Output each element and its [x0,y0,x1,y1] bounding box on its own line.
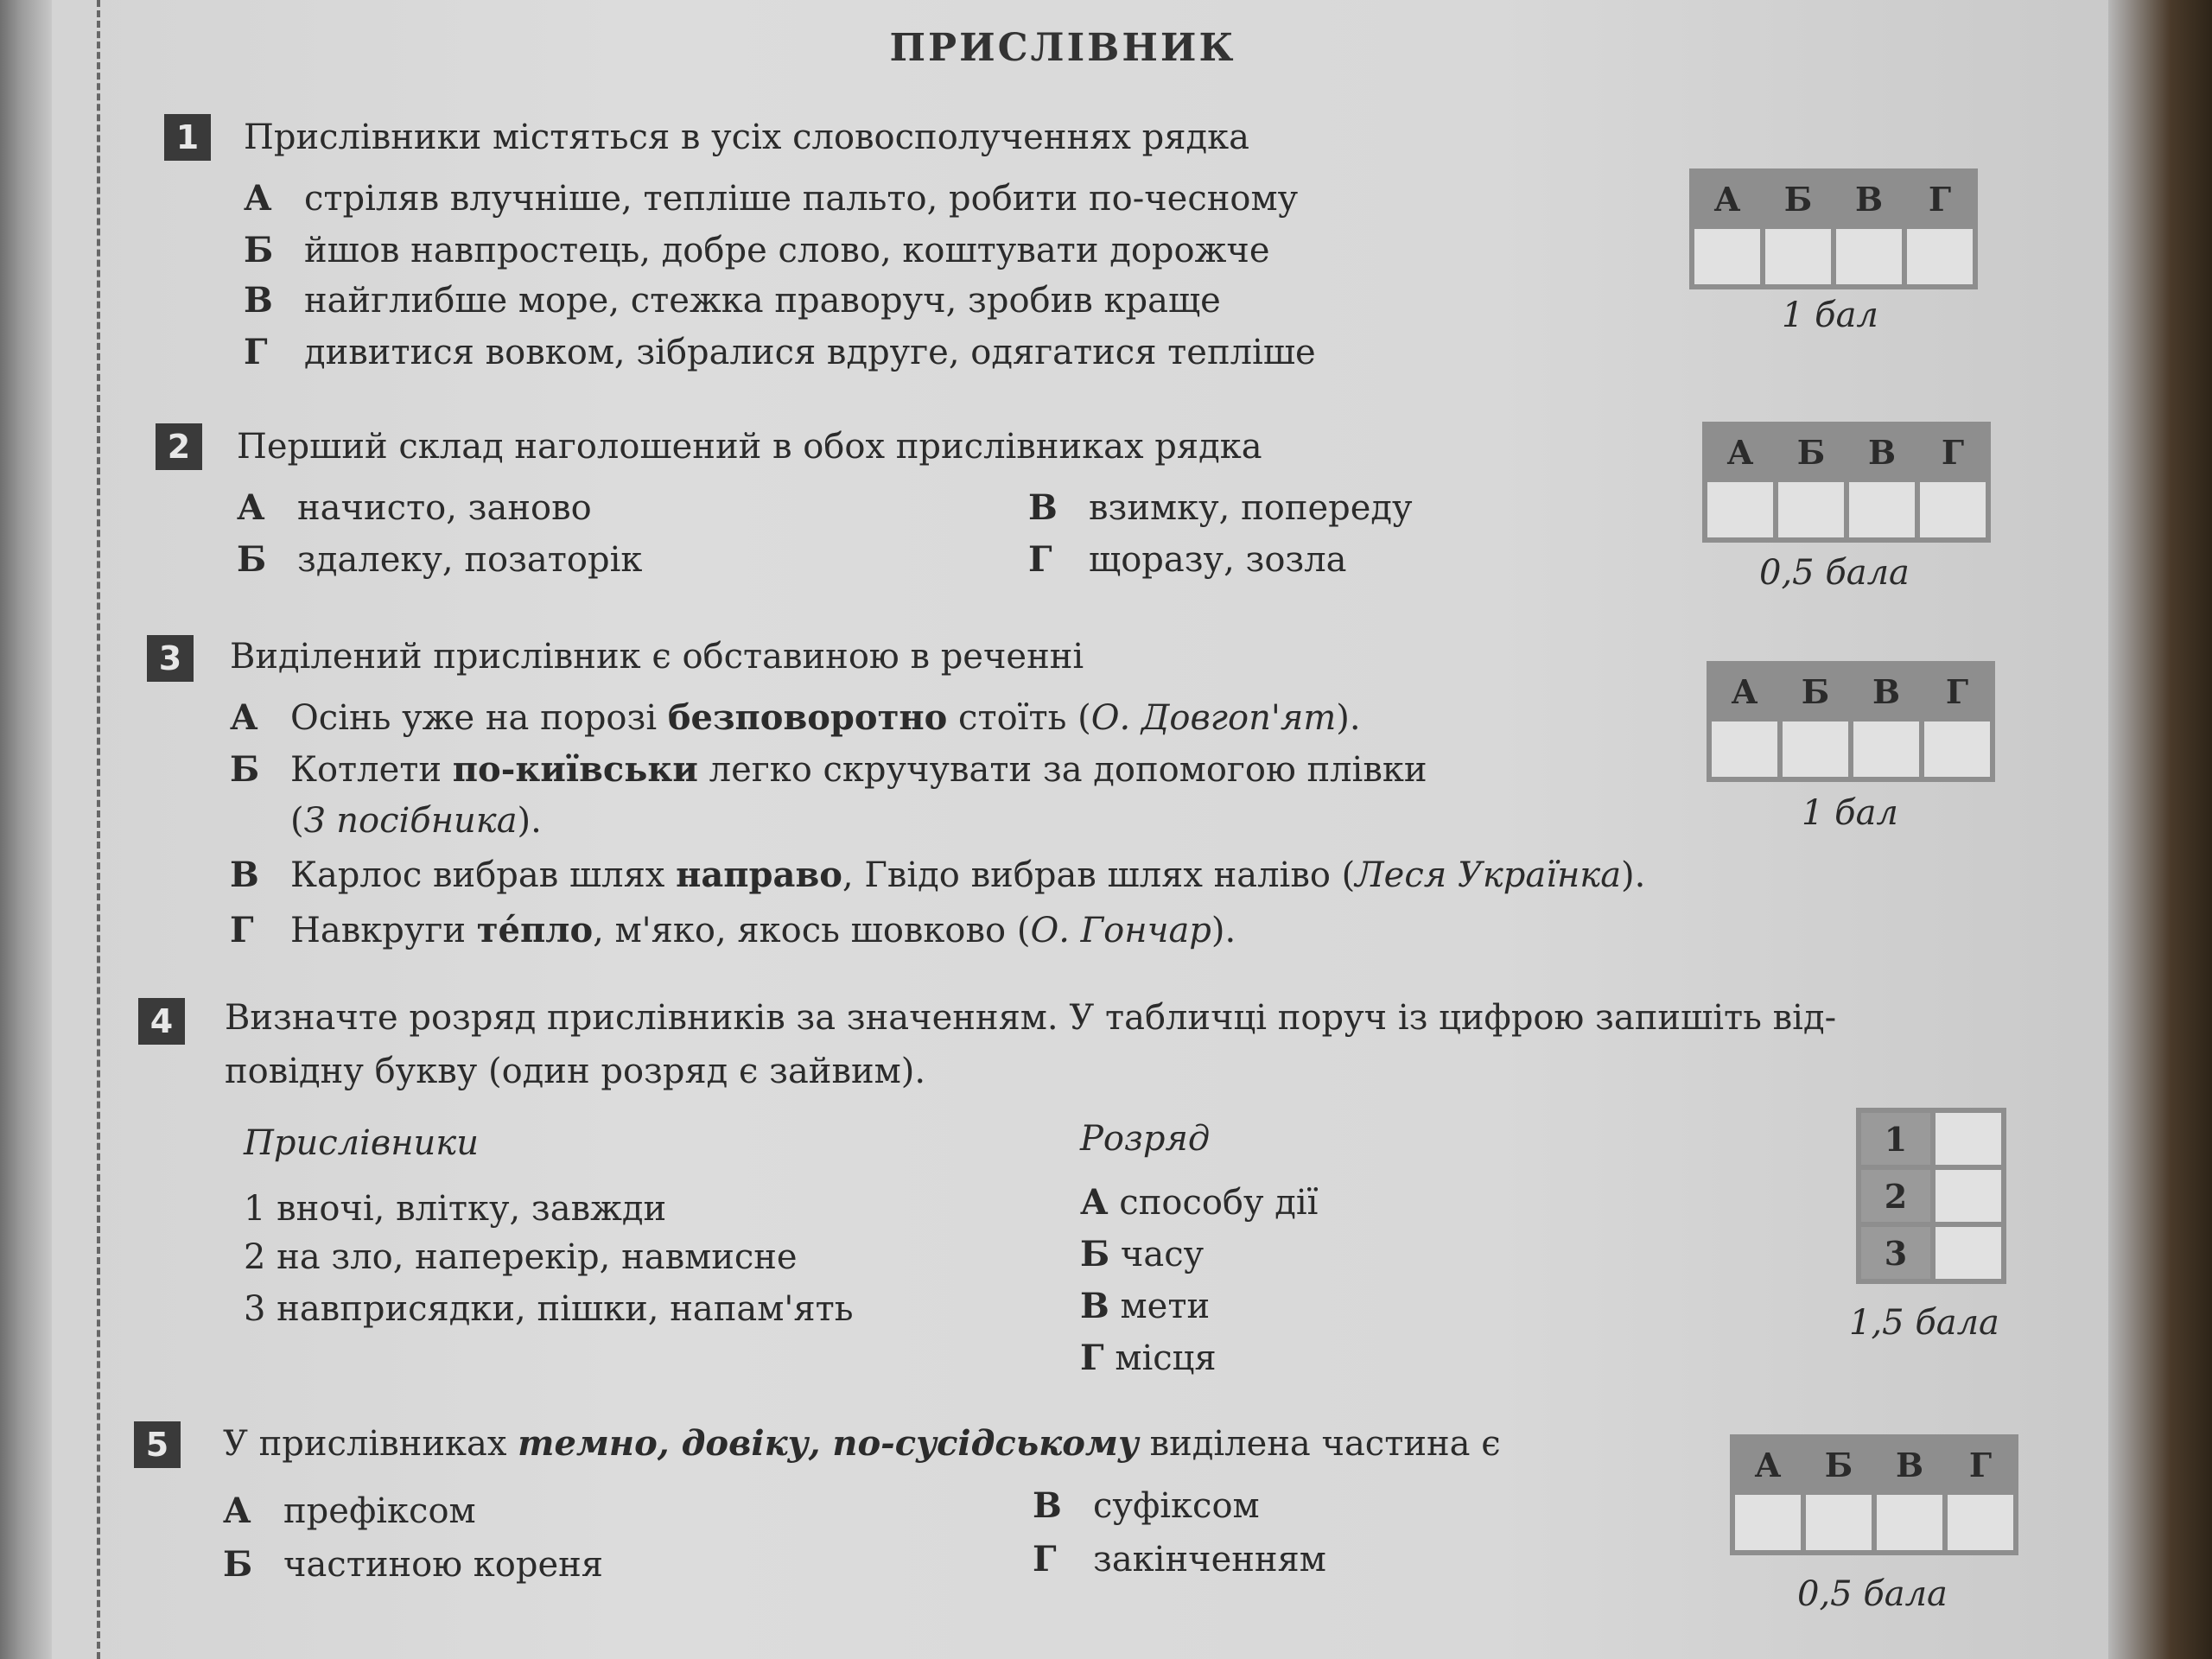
option-letter: В [1033,1485,1062,1526]
grid-header: Г [1920,427,1986,477]
option-d[interactable] [1028,539,1346,580]
category-c [1080,1286,1210,1326]
page-title: ПРИСЛІВНИК [889,26,1236,70]
option-a[interactable] [230,697,1361,738]
option-letter: Б [237,539,267,580]
category-letter: В [1080,1286,1109,1326]
option-text: здалеку, позаторік [297,540,643,580]
option-letter: В [244,280,273,321]
option-text-before: Карлос вибрав шлях [290,855,677,895]
option-b[interactable] [223,1544,603,1585]
points-label: 1 бал [1782,296,1878,335]
option-letter: А [223,1491,251,1531]
option-text-before: Осінь уже на порозі [290,698,668,738]
points-label: 1,5 бала [1849,1303,1999,1343]
grid-header: Б [1765,174,1831,224]
option-text: взимку, попереду [1089,488,1413,528]
task-question-line-1: Визначте розряд прислівників за значенням. У табличці поруч із цифрою запишіть від- [225,998,1837,1038]
grid-header: А [1735,1440,1801,1490]
option-text-after: , м'яко, якось шовково ( [593,911,1031,950]
option-text-before: Навкруги [290,911,477,950]
grid-header: В [1836,174,1902,224]
grid-header: Б [1783,666,1848,716]
task-number: 4 [138,998,185,1045]
task-number: 5 [134,1421,181,1468]
grid-row-number: 3 [1861,1227,1930,1279]
option-b[interactable] [230,749,1427,790]
option-text: начисто, заново [297,488,592,528]
option-c[interactable] [244,280,1221,321]
matching-grid [1856,1108,2006,1284]
grid-header: В [1853,666,1919,716]
answer-grid-1 [1689,168,1978,289]
option-letter: Б [223,1544,253,1585]
option-text-open: ( [290,801,304,841]
option-letter: В [230,855,259,895]
option-letter: Б [244,230,274,270]
points-label: 1 бал [1802,793,1898,833]
option-letter: А [237,487,265,528]
answer-cell[interactable] [1936,1227,2001,1279]
source-author: О. Гончар [1030,911,1211,950]
option-text-end: ). [1211,911,1236,950]
answer-grid-5 [1730,1434,2018,1555]
category-letter: Г [1080,1338,1104,1378]
highlighted-adverb: по-київськи [452,749,698,790]
category-column-header: Розряд [1080,1119,1211,1159]
grid-header: В [1849,427,1915,477]
option-a[interactable] [223,1491,476,1531]
option-text-before: Котлети [290,750,453,790]
question-adverbs: темно, довіку, по-сусідському [518,1423,1139,1464]
option-d[interactable] [230,910,1236,950]
adverbs-column-header: Прислівники [244,1123,479,1163]
answer-cell[interactable] [1920,482,1986,537]
answer-grid-3 [1707,661,1995,782]
answer-cell[interactable] [1765,229,1831,284]
adverb-item-1: 1 вночі, влітку, завжди [244,1189,667,1229]
option-a[interactable] [237,487,592,528]
option-text-after: , Гвідо вибрав шлях наліво ( [842,855,1356,895]
page-binding-edge [0,0,52,1659]
category-text: мети [1120,1287,1211,1326]
points-label: 0,5 бала [1759,553,1910,593]
option-b-continued [290,801,542,841]
answer-cell[interactable] [1735,1495,1801,1550]
option-letter: В [1028,487,1058,528]
option-text-after: стоїть ( [947,698,1091,738]
option-b[interactable] [244,230,1270,270]
cut-line [97,0,100,1659]
grid-row-number: 1 [1861,1113,1930,1165]
answer-cell[interactable] [1778,482,1844,537]
option-letter: Г [1028,539,1052,580]
grid-header: А [1712,666,1777,716]
task-number: 2 [156,423,202,470]
answer-cell[interactable] [1783,721,1848,777]
grid-header: Б [1778,427,1844,477]
grid-header: Г [1924,666,1990,716]
option-letter: А [230,697,258,738]
category-text: місця [1115,1338,1217,1378]
option-text: суфіксом [1093,1486,1260,1526]
option-d[interactable] [244,332,1316,372]
task-number: 1 [164,114,211,161]
option-letter: Г [1033,1539,1057,1580]
task-question: Прислівники містяться в усіх словосполученнях рядка [244,118,1249,157]
grid-header: Б [1806,1440,1872,1490]
task-question: Перший склад наголошений в обох прислівниках рядка [237,427,1262,467]
adverb-item-2: 2 на зло, наперекір, навмисне [244,1237,798,1277]
answer-cell[interactable] [1936,1113,2001,1165]
category-a [1080,1182,1318,1223]
task-question-line-2: повідну букву (один розряд є зайвим). [225,1052,926,1091]
option-text: щоразу, зозла [1089,540,1347,580]
option-text: дивитися вовком, зібралися вдруге, одягатися тепліше [304,333,1316,372]
highlighted-adverb: направо [676,855,842,895]
option-text: йшов навпростець, добре слово, коштувати дорожче [304,231,1270,270]
grid-header: Г [1907,174,1973,224]
answer-cell[interactable] [1806,1495,1872,1550]
option-text: найглибше море, стежка праворуч, зробив краще [304,281,1221,321]
source-author: Леся Українка [1355,855,1622,895]
task-number: 3 [147,635,194,682]
answer-cell[interactable] [1948,1495,2013,1550]
option-a[interactable] [244,178,1298,219]
source-author: З посібника [303,801,518,841]
answer-cell[interactable] [1853,721,1919,777]
option-text-after: легко скручувати за допомогою плівки [697,750,1427,790]
task-question: Виділений прислівник є обставиною в реченні [230,637,1084,677]
adverb-item-3: 3 навприсядки, пішки, напам'ять [244,1289,854,1329]
option-text: закінченням [1093,1540,1326,1580]
answer-cell[interactable] [1849,482,1915,537]
option-letter: Г [244,332,268,372]
category-letter: Б [1080,1234,1110,1274]
answer-cell[interactable] [1877,1495,1942,1550]
grid-header: Г [1948,1440,2013,1490]
option-text-end: ). [1621,855,1646,895]
question-text-after: виділена частина є [1138,1424,1501,1464]
grid-row-number: 2 [1861,1170,1930,1222]
category-text: способу дії [1119,1183,1319,1223]
option-text: стріляв влучніше, тепліше пальто, робити по-чесному [304,179,1299,219]
option-text-end: ). [517,801,542,841]
option-text-end: ). [1336,698,1361,738]
answer-grid-2 [1702,422,1991,543]
option-letter: А [244,178,272,219]
category-text: часу [1120,1235,1205,1274]
option-d[interactable] [1033,1539,1326,1580]
answer-cell[interactable] [1836,229,1902,284]
option-text: частиною кореня [283,1545,604,1585]
option-text: префіксом [283,1491,476,1531]
category-d [1080,1338,1217,1378]
category-letter: А [1080,1182,1109,1223]
highlighted-adverb: тéпло [476,910,594,950]
answer-cell[interactable] [1924,721,1990,777]
grid-header: В [1877,1440,1942,1490]
grid-header: А [1694,174,1760,224]
answer-cell[interactable] [1907,229,1973,284]
option-c[interactable] [1033,1485,1260,1526]
question-text-before: У прислівниках [223,1424,518,1464]
page-right-edge [2108,0,2212,1659]
source-author: О. Довгоп'ят [1090,698,1337,738]
answer-cell[interactable] [1936,1170,2001,1222]
answer-cell[interactable] [1694,229,1760,284]
option-letter: Г [230,910,254,950]
option-b[interactable] [237,539,642,580]
highlighted-adverb: безповоротно [667,697,948,738]
category-b [1080,1234,1204,1274]
task-question [223,1423,1501,1464]
option-c[interactable] [1028,487,1413,528]
option-letter: Б [230,749,260,790]
points-label: 0,5 бала [1797,1574,1948,1614]
answer-cell[interactable] [1712,721,1777,777]
option-c[interactable] [230,855,1645,895]
answer-cell[interactable] [1707,482,1773,537]
grid-header: А [1707,427,1773,477]
